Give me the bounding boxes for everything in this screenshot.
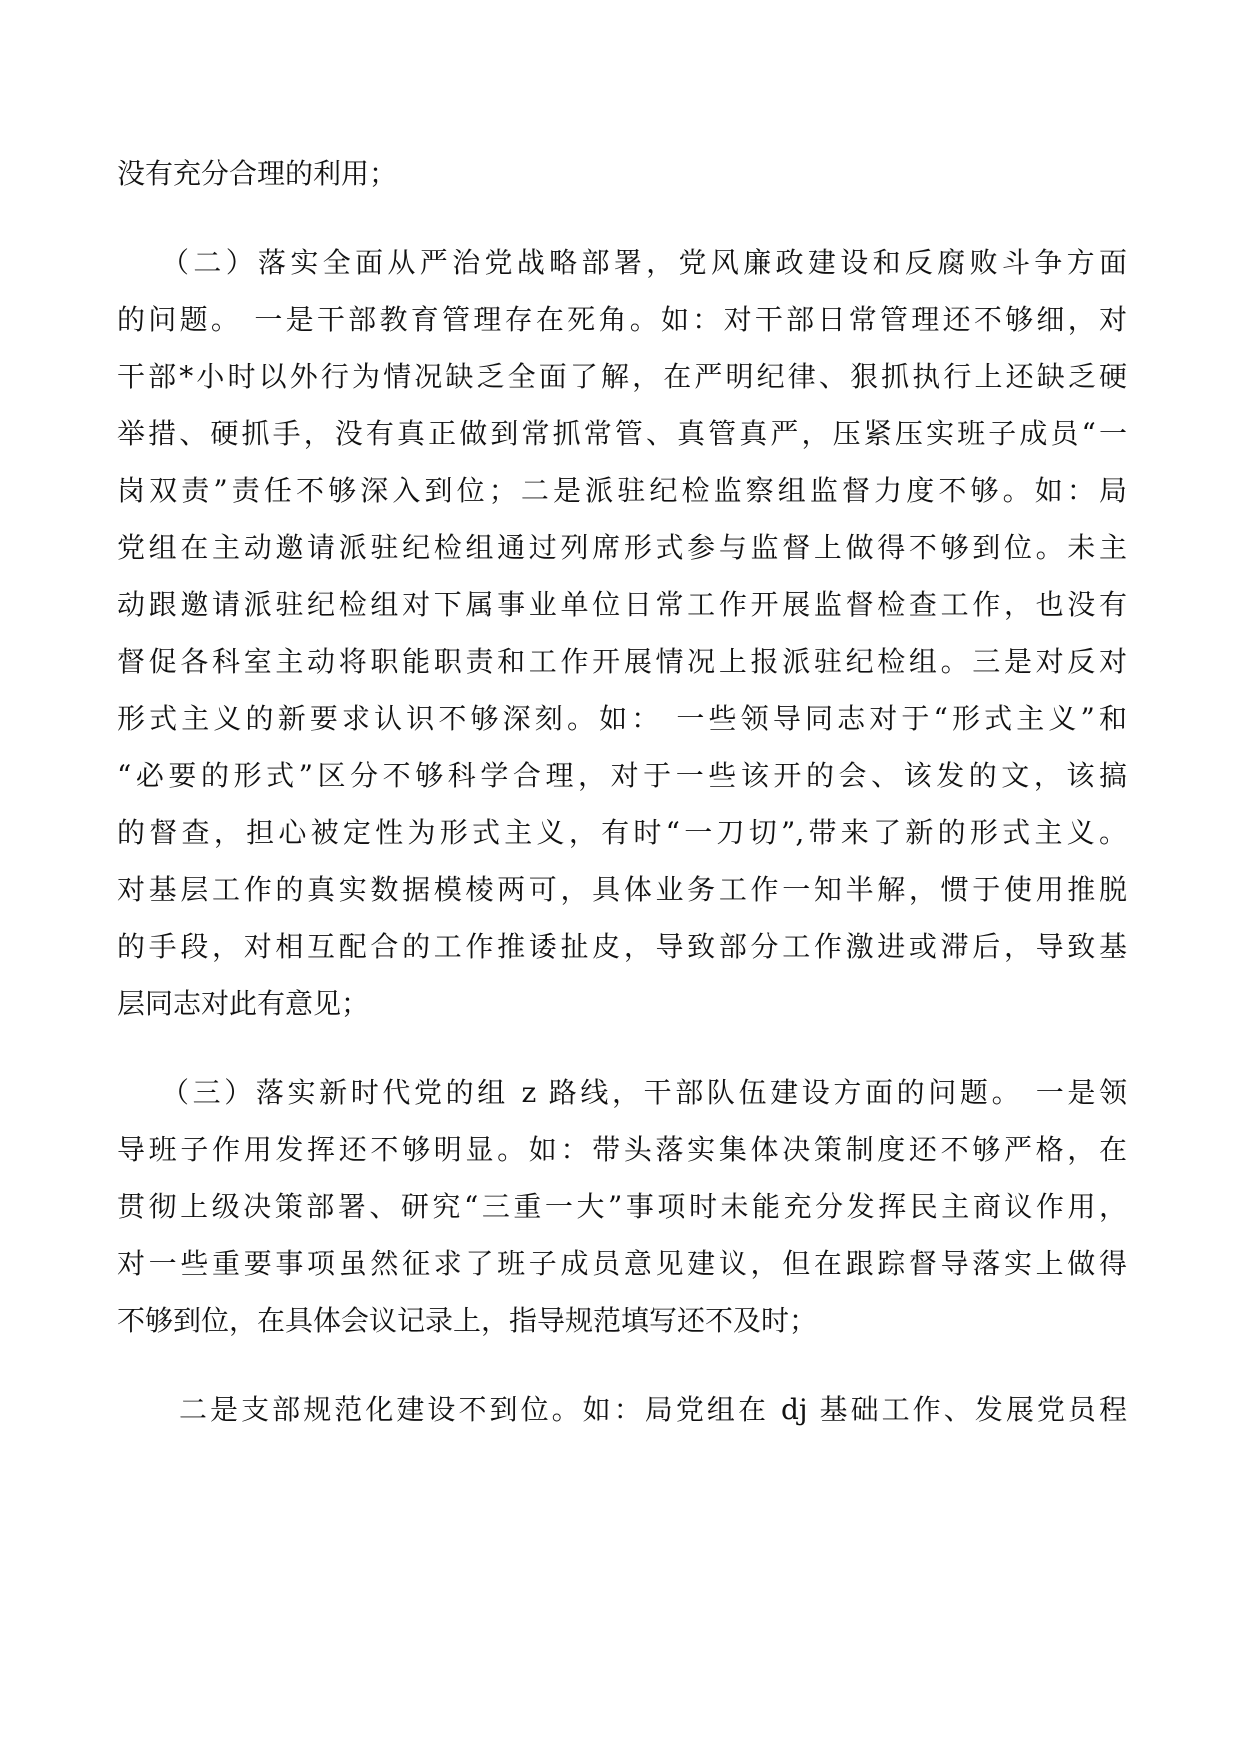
paragraph-line: 二是支部规范化建设不到位。如：局党组在 dj 基础工作、发展党员程 bbox=[179, 1393, 1127, 1426]
paragraph-line: 干部*小时以外行为情况缺乏全面了解，在严明纪律、狠抓执行上还缺乏硬 bbox=[117, 360, 1127, 393]
paragraph-line: 不够到位，在具体会议记录上，指导规范填写还不及时； bbox=[117, 1304, 818, 1337]
paragraph-line: 的督查，担心被定性为形式主义，有时“一刀切”,带来了新的形式主义。 bbox=[117, 816, 1127, 849]
paragraph-line: 导班子作用发挥还不够明显。如：带头落实集体决策制度还不够严格，在 bbox=[117, 1133, 1127, 1166]
paragraph-line: 的问题。 一是干部教育管理存在死角。如：对干部日常管理还不够细，对 bbox=[117, 303, 1127, 336]
paragraph-line: 对基层工作的真实数据模棱两可，具体业务工作一知半解，惯于使用推脱 bbox=[117, 873, 1127, 906]
paragraph-line: 层同志对此有意见； bbox=[117, 987, 370, 1020]
paragraph-line: 党组在主动邀请派驻纪检组通过列席形式参与监督上做得不够到位。未主 bbox=[117, 531, 1127, 564]
paragraph-line: 没有充分合理的利用； bbox=[117, 157, 398, 190]
paragraph-line: “必要的形式”区分不够科学合理，对于一些该开的会、该发的文，该搞 bbox=[117, 759, 1127, 792]
paragraph-line: （三）落实新时代党的组 z 路线，干部队伍建设方面的问题。 一是领 bbox=[161, 1076, 1127, 1109]
paragraph-line: 形式主义的新要求认识不够深刻。如： 一些领导同志对于“形式主义”和 bbox=[117, 702, 1127, 735]
paragraph-line: 的手段，对相互配合的工作推诿扯皮，导致部分工作激进或滞后，导致基 bbox=[117, 930, 1127, 963]
paragraph-line: 督促各科室主动将职能职责和工作开展情况上报派驻纪检组。三是对反对 bbox=[117, 645, 1127, 678]
paragraph-line: （二）落实全面从严治党战略部署，党风廉政建设和反腐败斗争方面 bbox=[161, 246, 1127, 279]
paragraph-line: 举措、硬抓手，没有真正做到常抓常管、真管真严，压紧压实班子成员“一 bbox=[117, 417, 1127, 450]
paragraph-line: 对一些重要事项虽然征求了班子成员意见建议，但在跟踪督导落实上做得 bbox=[117, 1247, 1127, 1280]
paragraph-line: 贯彻上级决策部署、研究“三重一大”事项时未能充分发挥民主商议作用， bbox=[117, 1190, 1127, 1223]
paragraph-line: 动跟邀请派驻纪检组对下属事业单位日常工作开展监督检查工作，也没有 bbox=[117, 588, 1127, 621]
paragraph-line: 岗双责”责任不够深入到位；二是派驻纪检监察组监督力度不够。如：局 bbox=[117, 474, 1127, 507]
